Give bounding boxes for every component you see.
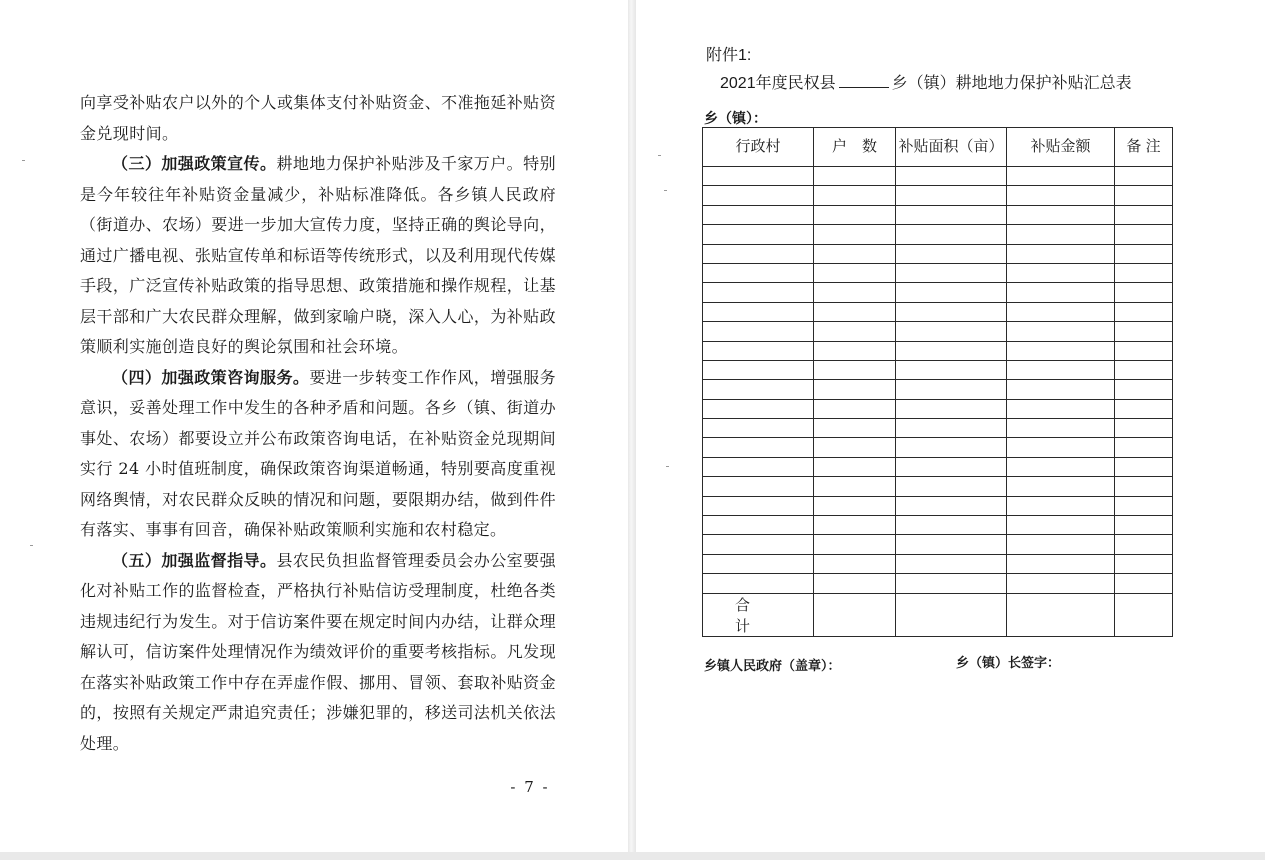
table-row (703, 496, 1173, 515)
table-cell (1115, 380, 1173, 399)
body-paragraph (80, 546, 556, 760)
table-row (703, 360, 1173, 379)
table-cell (896, 341, 1007, 360)
paragraph-heading: （五）加强监督指导。 (112, 550, 277, 570)
table-cell (703, 457, 814, 476)
table-cell (703, 205, 814, 224)
table-cell (703, 322, 814, 341)
table-cell (1007, 322, 1115, 341)
column-header: 补贴金额 (1007, 128, 1115, 167)
paragraph-text: 向享受补贴农户以外的个人或集体支付补贴资金、不准拖延补贴资金兑现时间。 (80, 93, 556, 143)
table-cell (703, 302, 814, 321)
table-cell (703, 419, 814, 438)
scan-bottom-edge (0, 852, 1265, 860)
table-row (703, 263, 1173, 282)
subsidy-summary-table (702, 127, 1173, 637)
table-row (703, 302, 1173, 321)
table-cell (814, 554, 896, 573)
table-cell (1115, 167, 1173, 186)
table-row (703, 186, 1173, 205)
table-cell (1115, 477, 1173, 496)
table-cell (1115, 322, 1173, 341)
table-cell (896, 535, 1007, 554)
table-cell (1115, 419, 1173, 438)
table-cell (703, 399, 814, 418)
table-cell (1115, 593, 1173, 636)
table-cell (703, 360, 814, 379)
table-cell (814, 263, 896, 282)
title-prefix: 2021年度民权县 (720, 75, 836, 92)
table-cell (703, 554, 814, 573)
table-cell (896, 399, 1007, 418)
table-cell (814, 438, 896, 457)
table-cell (1007, 457, 1115, 476)
table-cell (1007, 205, 1115, 224)
paragraph-heading: （四）加强政策咨询服务。 (112, 367, 310, 387)
table-cell (1007, 167, 1115, 186)
title-suffix: 乡（镇）耕地地力保护补贴汇总表 (891, 75, 1132, 92)
column-header: 备 注 (1115, 128, 1173, 167)
table-row (703, 322, 1173, 341)
table-cell (814, 225, 896, 244)
table-cell (1115, 244, 1173, 263)
table-cell (896, 457, 1007, 476)
table-cell (1007, 419, 1115, 438)
table-row (703, 283, 1173, 302)
scan-speck (658, 155, 661, 156)
table-cell (896, 302, 1007, 321)
table-cell (703, 574, 814, 593)
table-cell (814, 380, 896, 399)
scan-speck (666, 466, 669, 467)
total-label: 合 计 (703, 593, 814, 636)
table-cell (703, 167, 814, 186)
table-cell (814, 419, 896, 438)
table-cell (896, 380, 1007, 399)
table-header-row (703, 128, 1173, 167)
table-cell (703, 496, 814, 515)
paragraph-text: 耕地地力保护补贴涉及千家万户。特别是今年较往年补贴资金量减少，补贴标准降低。各乡镇人民政府（街道办、农场）要进一步加大宣传力度，坚持正确的舆论导向，通过广播电视、张贴宣传单和标语等传统形式，以及利用现代传媒手段，广泛宣传补贴政策的指导思想、政策措施和操作规程，让基层干部和广大农民群众理解，做到家喻户晓，深入人心，为补贴政策顺利实施创造良好的舆论氛围和社会环境。 (80, 154, 556, 356)
table-cell (1007, 477, 1115, 496)
attachment-label: 附件1: (706, 47, 752, 64)
table-cell (703, 535, 814, 554)
table-row (703, 535, 1173, 554)
table-cell (896, 419, 1007, 438)
body-paragraph (80, 149, 556, 363)
table-cell (1007, 225, 1115, 244)
table-cell (703, 186, 814, 205)
body-paragraph (80, 363, 556, 546)
table-cell (814, 341, 896, 360)
table-cell (896, 186, 1007, 205)
book-gutter (628, 0, 636, 860)
table-cell (703, 244, 814, 263)
total-row (703, 593, 1173, 636)
table-cell (1007, 554, 1115, 573)
table-cell (1007, 360, 1115, 379)
table-cell (1007, 283, 1115, 302)
table-cell (814, 244, 896, 263)
table-cell (1115, 263, 1173, 282)
table-cell (814, 186, 896, 205)
table-cell (703, 477, 814, 496)
table-cell (814, 283, 896, 302)
table-row (703, 341, 1173, 360)
table-row (703, 205, 1173, 224)
table-row (703, 516, 1173, 535)
table-cell (703, 438, 814, 457)
table-cell (1115, 516, 1173, 535)
table-cell (896, 516, 1007, 535)
column-header: 补贴面积（亩） (896, 128, 1007, 167)
page-number: - 7 - (510, 778, 550, 796)
table-cell (1115, 554, 1173, 573)
table-cell (814, 302, 896, 321)
column-header: 行政村 (703, 128, 814, 167)
table-row (703, 574, 1173, 593)
table-cell (814, 399, 896, 418)
town-label: 乡（镇）： (704, 111, 767, 127)
table-cell (1007, 186, 1115, 205)
table-cell (1007, 302, 1115, 321)
table-cell (1115, 496, 1173, 515)
table-cell (703, 263, 814, 282)
table-row (703, 380, 1173, 399)
table-cell (1007, 380, 1115, 399)
stamp-label: 乡镇人民政府（盖章）： (704, 659, 841, 674)
scan-speck (22, 160, 25, 161)
table-cell (814, 167, 896, 186)
table-cell (896, 263, 1007, 282)
table-cell (896, 244, 1007, 263)
table-cell (1115, 186, 1173, 205)
table-cell (1007, 244, 1115, 263)
table-cell (1007, 535, 1115, 554)
table-cell (896, 477, 1007, 496)
sign-label: 乡（镇）长签字： (956, 656, 1061, 671)
table-row (703, 554, 1173, 573)
table-cell (896, 593, 1007, 636)
table-cell (896, 438, 1007, 457)
table-cell (1007, 516, 1115, 535)
table-cell (1007, 593, 1115, 636)
body-paragraph (80, 88, 556, 149)
scan-speck (664, 190, 667, 191)
table-row (703, 167, 1173, 186)
table-cell (1007, 574, 1115, 593)
table-row (703, 419, 1173, 438)
table-cell (814, 205, 896, 224)
table-cell (703, 283, 814, 302)
table-cell (1115, 360, 1173, 379)
table-cell (1007, 399, 1115, 418)
table-cell (1007, 438, 1115, 457)
table-row (703, 225, 1173, 244)
table-cell (1115, 399, 1173, 418)
table-cell (1115, 225, 1173, 244)
table-cell (896, 360, 1007, 379)
table-row (703, 457, 1173, 476)
table-cell (896, 574, 1007, 593)
table-cell (1007, 496, 1115, 515)
policy-body-text (80, 88, 556, 759)
table-row (703, 244, 1173, 263)
table-cell (1115, 205, 1173, 224)
table-cell (814, 457, 896, 476)
table-cell (814, 496, 896, 515)
table-cell (814, 322, 896, 341)
table-cell (1115, 457, 1173, 476)
table-cell (703, 341, 814, 360)
table-cell (1115, 574, 1173, 593)
table-cell (1115, 535, 1173, 554)
table-cell (896, 205, 1007, 224)
table-cell (896, 496, 1007, 515)
paragraph-text: 要进一步转变工作作风，增强服务意识，妥善处理工作中发生的各种矛盾和问题。各乡（镇、街道办事处、农场）都要设立并公布政策咨询电话，在补贴资金兑现期间实行 24 小时值班制度，确保政策咨询渠道畅通，特别要高度重视网络舆情，对农民群众反映的情况和问题，要限期办结，做到件件有落实、事事有回音，确保补贴政策顺利实施和农村稳定。 (80, 367, 556, 539)
table-cell (1007, 341, 1115, 360)
table-cell (896, 554, 1007, 573)
table-row (703, 399, 1173, 418)
table-cell (814, 535, 896, 554)
table-cell (814, 360, 896, 379)
left-page (0, 0, 628, 860)
table-cell (896, 283, 1007, 302)
table-cell (703, 380, 814, 399)
table-cell (814, 574, 896, 593)
title-blank-line (839, 75, 889, 88)
column-header: 户 数 (814, 128, 896, 167)
table-cell (1115, 283, 1173, 302)
table-cell (1115, 438, 1173, 457)
table-cell (814, 477, 896, 496)
scan-speck (30, 545, 33, 546)
table-cell (1115, 302, 1173, 321)
table-cell (1007, 263, 1115, 282)
table-row (703, 477, 1173, 496)
paragraph-text: 县农民负担监督管理委员会办公室要强化对补贴工作的监督检查，严格执行补贴信访受理制度，杜绝各类违规违纪行为发生。对于信访案件要在规定时间内办结，让群众理解认可，信访案件处理情况作为绩效评价的重要考核指标。凡发现在落实补贴政策工作中存在弄虚作假、挪用、冒领、套取补贴资金的，按照有关规定严肃追究责任；涉嫌犯罪的，移送司法机关依法处理。 (80, 550, 556, 753)
table-cell (814, 516, 896, 535)
table-cell (896, 322, 1007, 341)
table-row (703, 438, 1173, 457)
table-cell (814, 593, 896, 636)
table-cell (1115, 341, 1173, 360)
table-cell (896, 167, 1007, 186)
table-cell (703, 516, 814, 535)
paragraph-heading: （三）加强政策宣传。 (112, 154, 277, 173)
form-title (720, 70, 1170, 93)
table-body (703, 167, 1173, 637)
table-cell (896, 225, 1007, 244)
table-cell (703, 225, 814, 244)
